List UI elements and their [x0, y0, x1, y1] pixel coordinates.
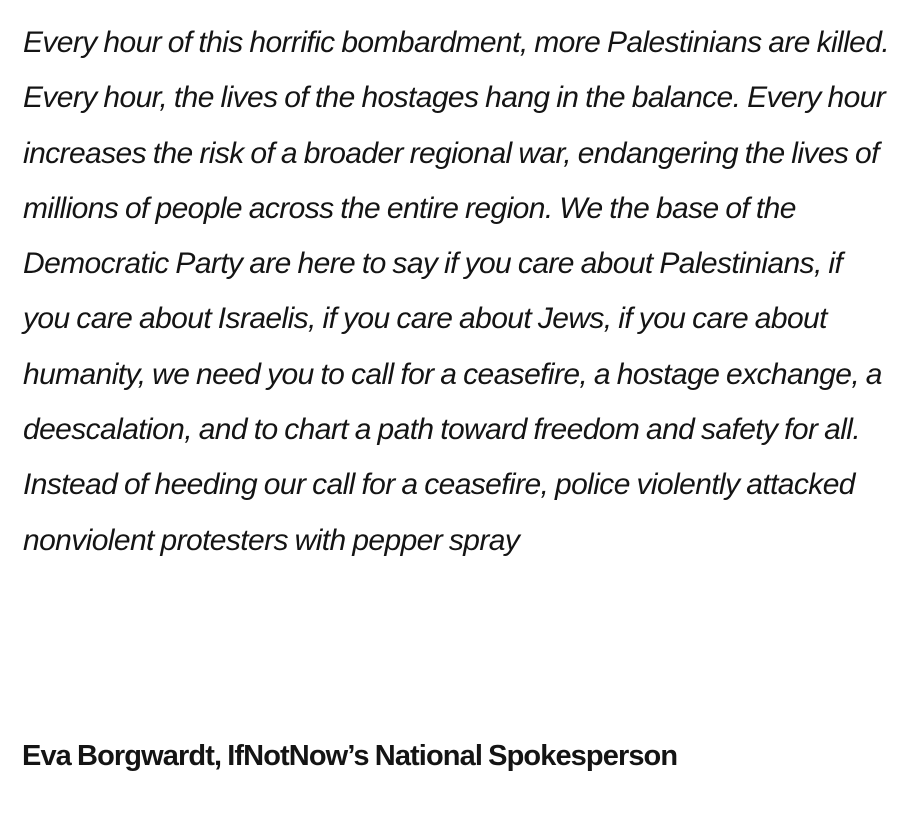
- quote-block: [23, 15, 893, 568]
- quote-attribution: Eva Borgwardt, IfNotNow’s National Spokesperson: [22, 740, 678, 772]
- quote-text: Every hour of this horrific bombardment, more Palestinians are killed. Every hour, the lives of the hostages hang in the balance. Every hour increases the risk of a broader regional war, endangering the lives of millions of people across the entire region. We the base of the Democratic Party are here to say if you care about Palestinians, if you care about Israelis, if you care about Jews, if you care about humanity, we need you to call for a ceasefire, a hostage exchange, a deescalation, and to chart a path toward freedom and safety for all. Instead of heeding our call for a ceasefire, police violently attacked nonviolent protesters with pepper spray: [23, 26, 890, 557]
